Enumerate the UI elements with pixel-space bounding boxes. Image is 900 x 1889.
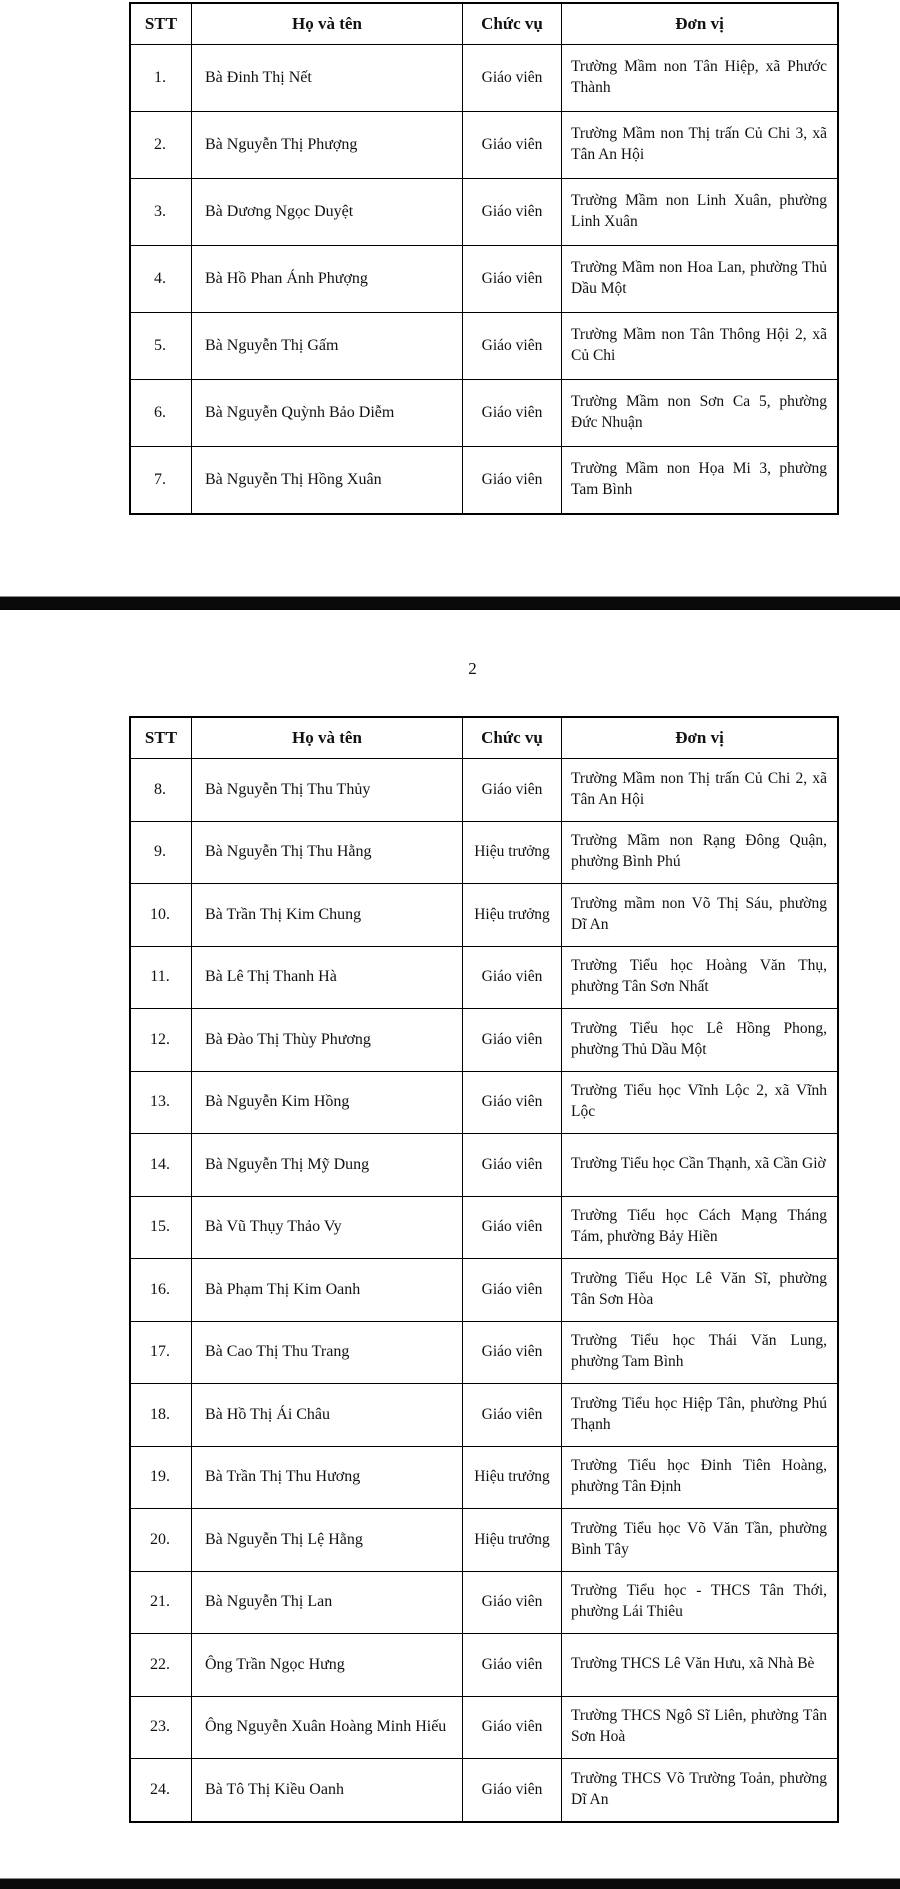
person-unit: Trường Mầm non Họa Mi 3, phường Tam Bình <box>562 447 839 515</box>
row-number: 18. <box>130 1384 192 1447</box>
person-role: Hiệu trưởng <box>463 884 562 947</box>
person-unit: Trường Tiểu học - THCS Tân Thới, phường Lái Thiêu <box>562 1571 839 1634</box>
column-header-unit: Đơn vị <box>562 717 839 759</box>
person-unit: Trường Tiểu học Lê Hồng Phong, phường Thủ Dầu Một <box>562 1009 839 1072</box>
row-number: 3. <box>130 179 192 246</box>
table-row <box>130 1384 838 1447</box>
person-role: Giáo viên <box>463 246 562 313</box>
row-number: 16. <box>130 1259 192 1322</box>
person-role: Giáo viên <box>463 1196 562 1259</box>
person-name: Bà Cao Thị Thu Trang <box>192 1321 463 1384</box>
person-unit: Trường Mầm non Tân Hiệp, xã Phước Thành <box>562 45 839 112</box>
person-name: Bà Nguyễn Thị Mỹ Dung <box>192 1134 463 1197</box>
person-name: Bà Đào Thị Thùy Phương <box>192 1009 463 1072</box>
person-role: Giáo viên <box>463 45 562 112</box>
table-row <box>130 1571 838 1634</box>
person-role: Giáo viên <box>463 1009 562 1072</box>
table-row <box>130 246 838 313</box>
table-row <box>130 447 838 515</box>
person-role: Hiệu trưởng <box>463 1509 562 1572</box>
person-name: Ông Trần Ngọc Hưng <box>192 1634 463 1697</box>
table-row <box>130 380 838 447</box>
row-number: 2. <box>130 112 192 179</box>
person-unit: Trường THCS Ngô Sĩ Liên, phường Tân Sơn Hoà <box>562 1696 839 1759</box>
row-number: 5. <box>130 313 192 380</box>
page-separator-band <box>0 1878 900 1889</box>
table-row <box>130 1509 838 1572</box>
row-number: 23. <box>130 1696 192 1759</box>
person-role: Giáo viên <box>463 313 562 380</box>
person-unit: Trường Mầm non Hoa Lan, phường Thủ Dầu Một <box>562 246 839 313</box>
row-number: 22. <box>130 1634 192 1697</box>
person-role: Giáo viên <box>463 759 562 822</box>
person-unit: Trường Tiểu học Hoàng Văn Thụ, phường Tân Sơn Nhất <box>562 946 839 1009</box>
person-unit: Trường Tiểu học Cách Mạng Tháng Tám, phường Bảy Hiền <box>562 1196 839 1259</box>
person-name: Bà Nguyễn Thị Thu Thủy <box>192 759 463 822</box>
person-role: Hiệu trưởng <box>463 1446 562 1509</box>
person-name: Bà Nguyễn Kim Hồng <box>192 1071 463 1134</box>
person-unit: Trường Mầm non Thị trấn Củ Chi 3, xã Tân An Hội <box>562 112 839 179</box>
row-number: 21. <box>130 1571 192 1634</box>
table-row <box>130 313 838 380</box>
table-row <box>130 821 838 884</box>
row-number: 12. <box>130 1009 192 1072</box>
person-role: Giáo viên <box>463 1696 562 1759</box>
table-row <box>130 1071 838 1134</box>
person-name: Bà Nguyễn Thị Lan <box>192 1571 463 1634</box>
person-name: Bà Nguyễn Thị Hồng Xuân <box>192 447 463 515</box>
column-header-role: Chức vụ <box>463 717 562 759</box>
row-number: 8. <box>130 759 192 822</box>
row-number: 9. <box>130 821 192 884</box>
table-row <box>130 112 838 179</box>
column-header-role: Chức vụ <box>463 3 562 45</box>
table-row <box>130 179 838 246</box>
table-row <box>130 884 838 947</box>
row-number: 14. <box>130 1134 192 1197</box>
row-number: 6. <box>130 380 192 447</box>
person-unit: Trường Mầm non Thị trấn Củ Chi 2, xã Tân An Hội <box>562 759 839 822</box>
row-number: 15. <box>130 1196 192 1259</box>
table-row <box>130 759 838 822</box>
person-role: Giáo viên <box>463 447 562 515</box>
person-name: Bà Nguyễn Quỳnh Bảo Diễm <box>192 380 463 447</box>
person-unit: Trường Tiểu học Võ Văn Tần, phường Bình Tây <box>562 1509 839 1572</box>
person-name: Ông Nguyễn Xuân Hoàng Minh Hiếu <box>192 1696 463 1759</box>
page-separator-band <box>0 596 900 610</box>
person-name: Bà Trần Thị Kim Chung <box>192 884 463 947</box>
roster-table-page1 <box>129 2 839 515</box>
row-number: 11. <box>130 946 192 1009</box>
person-name: Bà Tô Thị Kiều Oanh <box>192 1759 463 1822</box>
person-name: Bà Hồ Phan Ánh Phượng <box>192 246 463 313</box>
row-number: 19. <box>130 1446 192 1509</box>
person-role: Giáo viên <box>463 1384 562 1447</box>
person-unit: Trường Tiểu học Đinh Tiên Hoàng, phường Tân Định <box>562 1446 839 1509</box>
person-name: Bà Vũ Thụy Thảo Vy <box>192 1196 463 1259</box>
person-role: Giáo viên <box>463 1321 562 1384</box>
person-role: Giáo viên <box>463 946 562 1009</box>
table-row <box>130 1446 838 1509</box>
table-row <box>130 1259 838 1322</box>
person-role: Giáo viên <box>463 1634 562 1697</box>
row-number: 20. <box>130 1509 192 1572</box>
person-unit: Trường Mầm non Rạng Đông Quận, phường Bình Phú <box>562 821 839 884</box>
person-unit: Trường THCS Võ Trường Toản, phường Dĩ An <box>562 1759 839 1822</box>
person-unit: Trường THCS Lê Văn Hưu, xã Nhà Bè <box>562 1634 839 1697</box>
row-number: 17. <box>130 1321 192 1384</box>
row-number: 10. <box>130 884 192 947</box>
person-role: Giáo viên <box>463 1571 562 1634</box>
person-unit: Trường Tiểu học Hiệp Tân, phường Phú Thạnh <box>562 1384 839 1447</box>
person-name: Bà Dương Ngọc Duyệt <box>192 179 463 246</box>
person-name: Bà Nguyễn Thị Phượng <box>192 112 463 179</box>
person-unit: Trường Mầm non Tân Thông Hội 2, xã Củ Chi <box>562 313 839 380</box>
person-role: Giáo viên <box>463 179 562 246</box>
table-row <box>130 1634 838 1697</box>
person-unit: Trường Tiểu học Vĩnh Lộc 2, xã Vĩnh Lộc <box>562 1071 839 1134</box>
person-unit: Trường Mầm non Sơn Ca 5, phường Đức Nhuận <box>562 380 839 447</box>
column-header-stt: STT <box>130 717 192 759</box>
person-name: Bà Phạm Thị Kim Oanh <box>192 1259 463 1322</box>
person-role: Giáo viên <box>463 1259 562 1322</box>
person-name: Bà Trần Thị Thu Hương <box>192 1446 463 1509</box>
person-name: Bà Nguyễn Thị Lệ Hằng <box>192 1509 463 1572</box>
person-unit: Trường Tiểu học Thái Văn Lung, phường Tam Bình <box>562 1321 839 1384</box>
header-row <box>130 717 838 759</box>
table-row <box>130 1321 838 1384</box>
table-row <box>130 1759 838 1822</box>
person-unit: Trường Mầm non Linh Xuân, phường Linh Xuân <box>562 179 839 246</box>
person-name: Bà Nguyễn Thị Thu Hằng <box>192 821 463 884</box>
person-role: Giáo viên <box>463 1759 562 1822</box>
person-role: Hiệu trưởng <box>463 821 562 884</box>
person-role: Giáo viên <box>463 112 562 179</box>
table-row <box>130 1134 838 1197</box>
table-row <box>130 45 838 112</box>
person-role: Giáo viên <box>463 380 562 447</box>
table-row <box>130 1196 838 1259</box>
person-unit: Trường mầm non Võ Thị Sáu, phường Dĩ An <box>562 884 839 947</box>
person-role: Giáo viên <box>463 1071 562 1134</box>
roster-table-page2 <box>129 716 839 1823</box>
person-unit: Trường Tiểu Học Lê Văn Sĩ, phường Tân Sơn Hòa <box>562 1259 839 1322</box>
row-number: 7. <box>130 447 192 515</box>
row-number: 24. <box>130 1759 192 1822</box>
person-unit: Trường Tiểu học Cần Thạnh, xã Cần Giờ <box>562 1134 839 1197</box>
row-number: 4. <box>130 246 192 313</box>
header-row <box>130 3 838 45</box>
row-number: 1. <box>130 45 192 112</box>
table-row <box>130 1009 838 1072</box>
table-row <box>130 946 838 1009</box>
table-row <box>130 1696 838 1759</box>
person-role: Giáo viên <box>463 1134 562 1197</box>
column-header-stt: STT <box>130 3 192 45</box>
person-name: Bà Đinh Thị Nết <box>192 45 463 112</box>
person-name: Bà Hồ Thị Ái Châu <box>192 1384 463 1447</box>
person-name: Bà Lê Thị Thanh Hà <box>192 946 463 1009</box>
column-header-name: Họ và tên <box>192 3 463 45</box>
page-number: 2 <box>468 659 477 678</box>
row-number: 13. <box>130 1071 192 1134</box>
column-header-name: Họ và tên <box>192 717 463 759</box>
column-header-unit: Đơn vị <box>562 3 839 45</box>
person-name: Bà Nguyễn Thị Gấm <box>192 313 463 380</box>
